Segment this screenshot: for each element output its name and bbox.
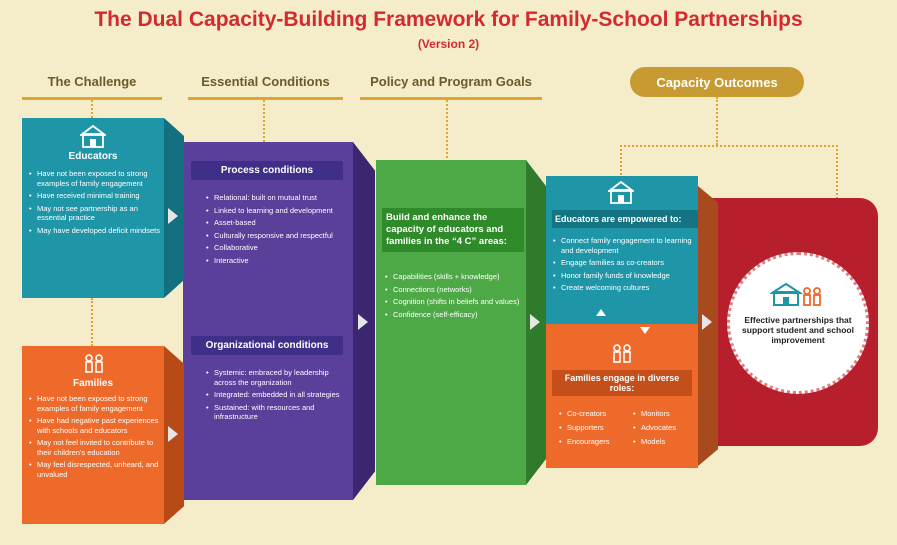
process-title: Process conditions xyxy=(191,161,343,180)
connector xyxy=(716,97,718,145)
roles-title: Families engage in diverse roles: xyxy=(552,370,692,396)
list-item: • Sustained: with resources and infrastructure xyxy=(205,403,345,422)
list-item: • Create welcoming cultures xyxy=(552,283,694,293)
school-icon xyxy=(608,180,634,204)
list-item: • Connect family engagement to learning and development xyxy=(552,236,694,255)
organizational-title: Organizational conditions xyxy=(191,336,343,355)
list-item: • Relational: built on mutual trust xyxy=(205,193,345,203)
families-title: Families xyxy=(72,378,114,389)
empowered-list xyxy=(552,236,694,296)
arrow-right-icon xyxy=(168,426,178,442)
list-item: • Engage families as co-creators xyxy=(552,258,694,268)
school-icon xyxy=(80,124,106,148)
list-item: • Advocates xyxy=(632,422,696,433)
list-item: • Have not been exposed to strong examples of family engagement xyxy=(28,394,162,413)
arrow-right-icon xyxy=(168,208,178,224)
arrow-right-icon xyxy=(530,314,540,330)
list-item: • Capabilities (skills + knowledge) xyxy=(384,272,520,282)
arrow-right-icon xyxy=(702,314,712,330)
list-item: • Asset-based xyxy=(205,218,345,228)
goals-title: Build and enhance the capacity of educators and families in the “4 C” areas: xyxy=(382,208,524,252)
connector xyxy=(620,145,622,175)
school-family-icon xyxy=(770,282,826,306)
roles-list-right xyxy=(632,408,696,450)
header-conditions: Essential Conditions xyxy=(201,74,330,89)
organizational-list xyxy=(205,368,345,425)
goals-list xyxy=(384,272,520,322)
roles-list-left xyxy=(558,408,628,450)
header-goals: Policy and Program Goals xyxy=(370,74,532,89)
list-item: • Have received minimal training xyxy=(28,191,162,201)
list-item: • May not see partnership as an essential practice xyxy=(28,204,162,223)
down-arrow-icon xyxy=(640,327,650,334)
list-item: • Honor family funds of knowledge xyxy=(552,271,694,281)
connector xyxy=(91,100,93,118)
up-arrow-icon xyxy=(596,309,606,316)
list-item: • Cognition (shifts in beliefs and values) xyxy=(384,297,520,307)
list-item: • May have developed deficit mindsets xyxy=(28,226,162,236)
educators-title: Educators xyxy=(68,151,118,162)
list-item: • Supporters xyxy=(558,422,628,433)
connector xyxy=(446,100,448,158)
connector xyxy=(263,100,265,142)
header-challenge: The Challenge xyxy=(47,74,137,89)
list-item: • Models xyxy=(632,436,696,447)
empowered-title: Educators are empowered to: xyxy=(552,210,698,228)
process-list xyxy=(205,193,345,268)
list-item: • Co-creators xyxy=(558,408,628,419)
family-icon xyxy=(82,353,106,373)
list-item: • Culturally responsive and respectful xyxy=(205,231,345,241)
list-item: • Encouragers xyxy=(558,436,628,447)
list-item: • Monitors xyxy=(632,408,696,419)
list-item: • Collaborative xyxy=(205,243,345,253)
header-underline xyxy=(360,97,542,100)
list-item: • Linked to learning and development xyxy=(205,206,345,216)
list-item: • Have had negative past experiences with schools and educators xyxy=(28,416,162,435)
connector xyxy=(836,145,838,199)
connector xyxy=(620,145,838,147)
list-item: • Connections (networks) xyxy=(384,285,520,295)
educators-list xyxy=(28,169,162,238)
header-underline xyxy=(188,97,343,100)
list-item: • May not feel invited to contribute to their children's education xyxy=(28,438,162,457)
family-icon xyxy=(610,343,634,363)
connector xyxy=(91,298,93,346)
families-list xyxy=(28,394,162,482)
list-item: • Interactive xyxy=(205,256,345,266)
list-item: • Integrated: embedded in all strategies xyxy=(205,390,345,400)
header-outcomes-pill: Capacity Outcomes xyxy=(630,67,804,97)
list-item: • Confidence (self-efficacy) xyxy=(384,310,520,320)
list-item: • May feel disrespected, unheard, and unvalued xyxy=(28,460,162,479)
outcome-text: Effective partnerships that support student and school improvement xyxy=(742,315,854,345)
arrow-right-icon xyxy=(358,314,368,330)
page-title: The Dual Capacity-Building Framework for Family-School Partnerships xyxy=(94,8,803,31)
list-item: • Systemic: embraced by leadership across the organization xyxy=(205,368,345,387)
page-subtitle: (Version 2) xyxy=(417,37,480,51)
list-item: • Have not been exposed to strong examples of family engagement xyxy=(28,169,162,188)
